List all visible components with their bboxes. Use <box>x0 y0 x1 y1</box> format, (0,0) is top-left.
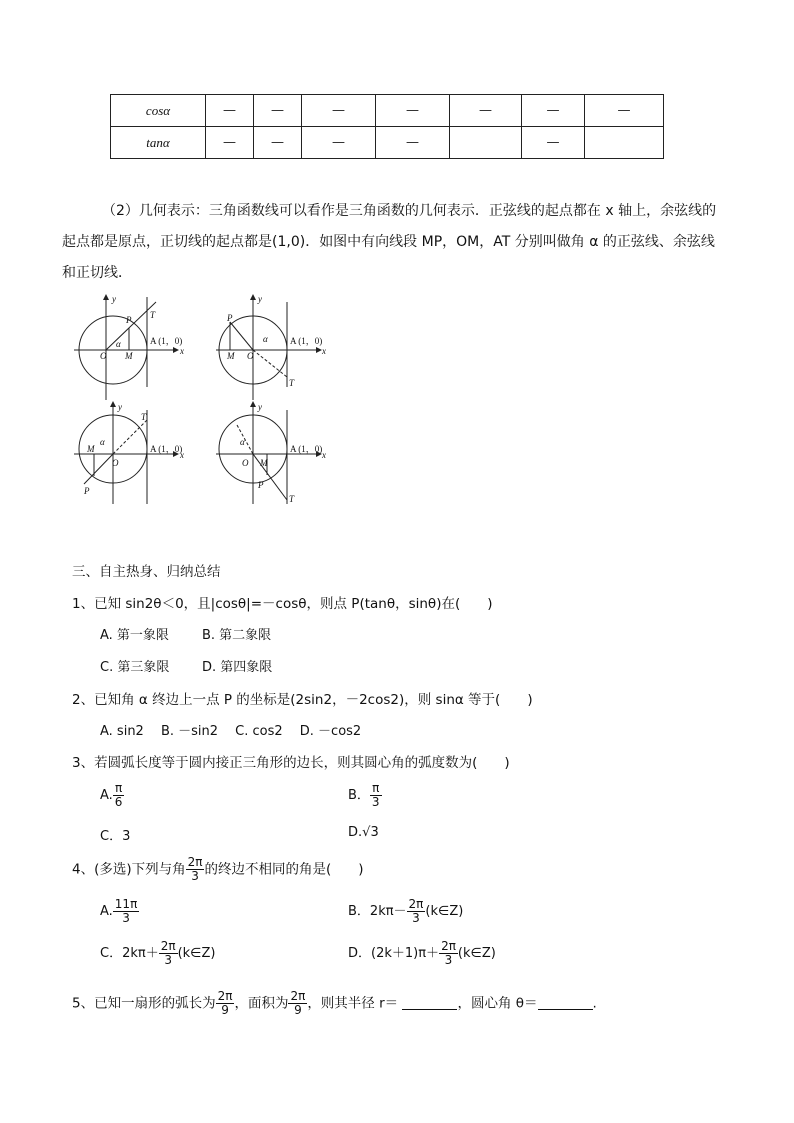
option-prefix: B．2kπ－ <box>348 904 407 919</box>
denominator: 3 <box>444 953 453 967</box>
a-label: A (1，0) <box>150 336 183 346</box>
origin-label: O <box>242 458 249 468</box>
q4-option-b <box>348 898 463 925</box>
terminal-side <box>253 454 287 500</box>
origin-label: O <box>247 351 254 361</box>
q3-option-b <box>348 782 382 809</box>
p-label: P <box>84 486 90 496</box>
table-cell: — <box>206 127 254 159</box>
option-suffix: (k∈Z) <box>425 904 464 919</box>
alpha-label: α <box>100 437 105 447</box>
stem-text: ，圆心角 θ＝ <box>457 995 538 1012</box>
denominator: 9 <box>294 1003 302 1017</box>
y-label: y <box>112 294 116 304</box>
q1-option-a: A. 第一象限 <box>100 628 169 643</box>
option-prefix: A. <box>100 788 113 803</box>
m-label: M <box>260 458 268 468</box>
fraction <box>407 898 426 925</box>
t-label: T <box>289 378 295 388</box>
fraction <box>370 782 382 809</box>
stem-text: ，则其半径 r＝ <box>307 995 399 1012</box>
fraction <box>439 940 458 967</box>
denominator: 6 <box>114 795 123 809</box>
table-cell: — <box>254 127 302 159</box>
table-cell: — <box>522 95 585 127</box>
a-label: A (1，0) <box>290 336 323 346</box>
t-label: T <box>289 494 295 504</box>
fraction <box>216 990 235 1017</box>
numerator: 11π <box>114 897 138 911</box>
denominator: 3 <box>412 911 420 925</box>
numerator: 2π <box>217 989 233 1003</box>
q3-option-d <box>348 825 379 840</box>
table-cell: — <box>522 127 585 159</box>
stem-text: 4、(多选)下列与角 <box>72 861 186 878</box>
stem-text: 的终边不相同的角是( ) <box>204 861 364 878</box>
row-label: tanα <box>111 127 206 159</box>
terminal-side <box>230 322 253 350</box>
alpha-label: α <box>240 437 245 447</box>
p-label: P <box>126 315 132 325</box>
m-label: M <box>125 351 133 361</box>
sqrt-value: √3 <box>362 825 379 840</box>
sign-table <box>110 94 664 159</box>
table-cell: — <box>585 95 664 127</box>
numerator: 2π <box>290 989 306 1003</box>
m-label: M <box>87 444 95 454</box>
stem-text: 5、已知一扇形的弧长为 <box>72 995 216 1012</box>
x-label: x <box>322 450 326 460</box>
table-cell: — <box>206 95 254 127</box>
fraction <box>288 990 307 1017</box>
fraction <box>113 898 140 925</box>
table-cell <box>450 127 522 159</box>
extension-line <box>253 350 287 377</box>
table-cell: — <box>450 95 522 127</box>
x-label: x <box>180 346 184 356</box>
q4-option-c <box>100 940 215 967</box>
t-label: T <box>150 310 156 320</box>
a-label: A (1，0) <box>150 444 183 454</box>
table-cell: — <box>376 127 450 159</box>
denominator: 3 <box>164 953 172 967</box>
y-label: y <box>258 402 262 412</box>
question-4-stem <box>72 856 364 883</box>
option-prefix: C．2kπ＋ <box>100 946 159 961</box>
table-row <box>111 127 664 159</box>
x-label: x <box>180 450 184 460</box>
table-cell: — <box>376 95 450 127</box>
denominator: 3 <box>191 869 199 883</box>
m-label: M <box>227 351 235 361</box>
numerator: 2π <box>160 939 176 953</box>
question-1-stem: 1、已知 sin2θ＜0，且|cosθ|=－cosθ，则点 P(tanθ，sinθ)在( ) <box>72 596 493 612</box>
option-suffix: (k∈Z) <box>177 946 216 961</box>
option-prefix: B． <box>348 788 370 803</box>
denominator: 3 <box>122 911 130 925</box>
q4-option-a <box>100 898 139 925</box>
numerator: 2π <box>408 897 424 911</box>
option-prefix: D．(2k＋1)π＋ <box>348 946 440 961</box>
q2-options: A. sin2 B. －sin2 C. cos2 D. －cos2 <box>100 724 362 739</box>
radius-answer-blank[interactable] <box>402 995 457 1010</box>
stem-text: . <box>592 995 597 1012</box>
question-2-stem: 2、已知角 α 终边上一点 P 的坐标是(2sin2，－2cos2)，则 sinα 等于( ) <box>72 692 533 708</box>
alpha-label: α <box>116 339 121 349</box>
table-cell: — <box>302 95 376 127</box>
p-label: P <box>227 313 233 323</box>
denominator: 3 <box>371 795 380 809</box>
stem-text: ，面积为 <box>234 995 289 1012</box>
table-row <box>111 95 664 127</box>
y-label: y <box>258 294 262 304</box>
angle-answer-blank[interactable] <box>538 995 593 1010</box>
alpha-label: α <box>263 334 268 344</box>
q3-option-c: C．3 <box>100 829 131 844</box>
t-label: T <box>141 412 147 422</box>
y-label: y <box>118 402 122 412</box>
trig-lines-diagram <box>70 292 330 512</box>
question-5-stem <box>72 990 597 1017</box>
question-3-stem: 3、若圆弧长度等于圆内接正三角形的边长，则其圆心角的弧度数为( ) <box>72 755 510 771</box>
q1-option-c: C. 第三象限 <box>100 660 170 675</box>
a-label: A (1，0) <box>290 444 323 454</box>
q4-option-d <box>348 940 496 967</box>
denominator: 9 <box>221 1003 229 1017</box>
option-prefix: D. <box>348 825 363 840</box>
numerator: π <box>370 782 382 796</box>
option-prefix: A. <box>100 904 113 919</box>
numerator: π <box>113 782 125 796</box>
q1-option-b: B. 第二象限 <box>202 628 272 643</box>
fraction <box>159 940 178 967</box>
table-cell: — <box>254 95 302 127</box>
numerator: 2π <box>441 939 456 953</box>
fraction <box>113 782 125 809</box>
terminal-side <box>106 302 156 350</box>
x-label: x <box>322 346 326 356</box>
row-label: cosα <box>111 95 206 127</box>
extension-line <box>113 420 147 454</box>
section-heading: 三、自主热身、归纳总结 <box>72 564 221 580</box>
numerator: 2π <box>187 855 203 869</box>
fraction <box>186 856 205 883</box>
origin-label: O <box>100 351 107 361</box>
q1-option-d: D. 第四象限 <box>202 660 273 675</box>
table-cell: — <box>302 127 376 159</box>
p-label: P <box>258 480 264 490</box>
geometric-paragraph: （2）几何表示：三角函数线可以看作是三角函数的几何表示．正弦线的起点都在 x 轴上，余弦线的起点都是原点，正切线的起点都是(1,0)．如图中有向线段 MP，OM，AT 分别叫做角 α 的正弦线、余弦线和正切线． <box>62 203 717 281</box>
q3-option-a <box>100 782 124 809</box>
option-suffix: (k∈Z) <box>457 946 496 961</box>
table-cell <box>585 127 664 159</box>
origin-label: O <box>112 458 119 468</box>
